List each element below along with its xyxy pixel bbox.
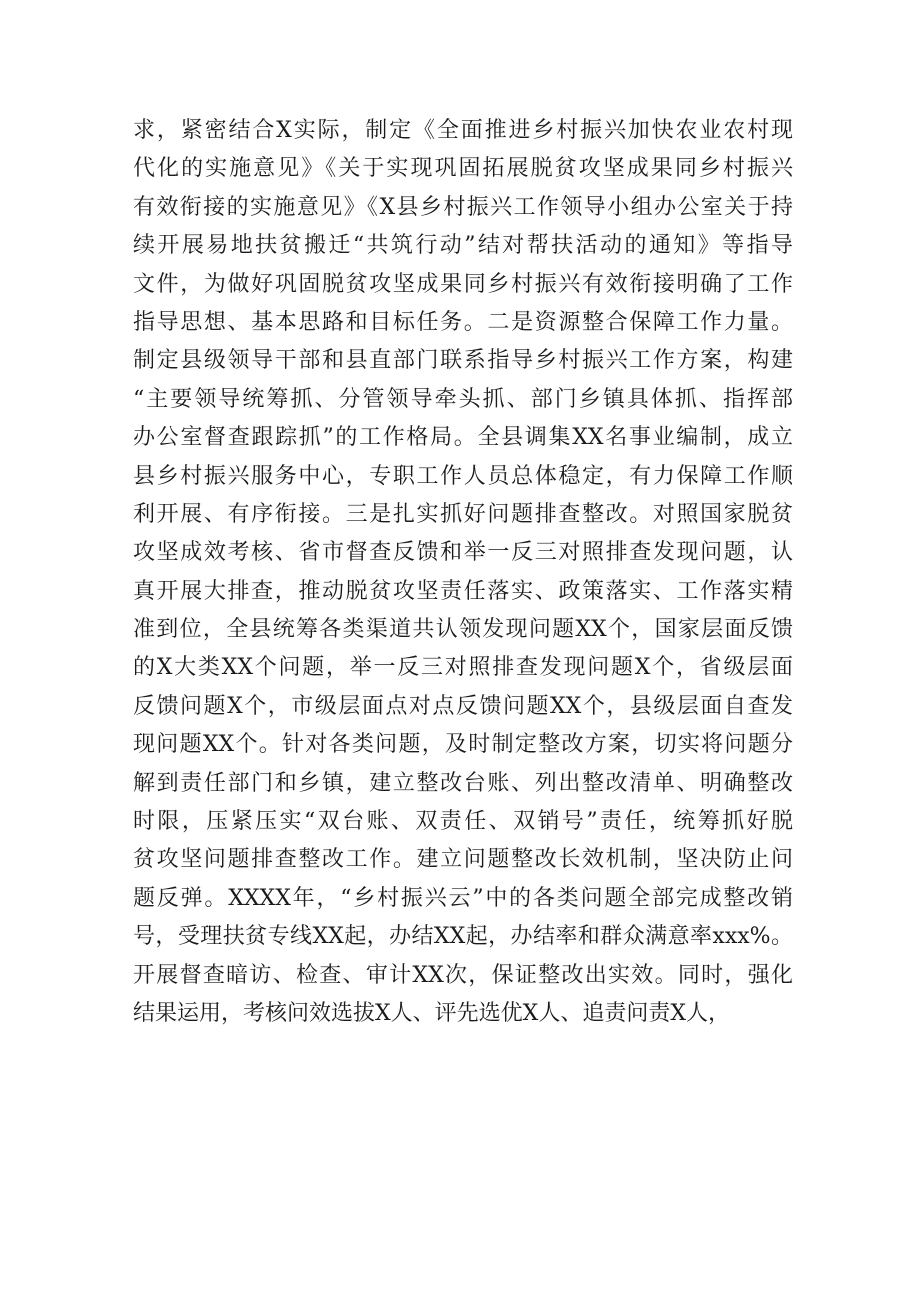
- text-line: 题反弹。XXXX年，“乡村振兴云”中的各类问题全部完成整改销: [133, 885, 793, 911]
- text-line: 结果运用，考核问效选拔X人、评先选优X人、追责问责X人，: [133, 1000, 730, 1026]
- text-line: 利开展、有序衔接。三是扎实抓好问题排查整改。对照国家脱贫: [133, 501, 793, 527]
- text-line: 求，紧密结合X实际，制定《全面推进乡村振兴加快农业农村现: [133, 118, 793, 143]
- text-line: 贫攻坚问题排查整改工作。建立问题整改长效机制，坚决防止问: [133, 847, 793, 873]
- text-line: 县乡村振兴服务中心，专职工作人员总体稳定，有力保障工作顺: [133, 463, 793, 489]
- text-line: 现问题XX个。针对各类问题，及时制定整改方案，切实将问题分: [133, 732, 793, 758]
- text-line: 制定县级领导干部和县直部门联系指导乡村振兴工作方案，构建: [133, 348, 793, 374]
- text-line: 反馈问题X个，市级层面点对点反馈问题XX个，县级层面自查发: [133, 693, 793, 719]
- text-line: 有效衔接的实施意见》《X县乡村振兴工作领导小组办公室关于持: [133, 194, 793, 220]
- text-line: 攻坚成效考核、省市督查反馈和举一反三对照排查发现问题，认: [133, 540, 793, 566]
- body-paragraph: [133, 112, 793, 1033]
- text-line: 号，受理扶贫专线XX起，办结XX起，办结率和群众满意率xxx%。: [133, 924, 793, 950]
- text-line: 真开展大排查，推动脱贫攻坚责任落实、政策落实、工作落实精: [133, 578, 793, 604]
- text-line: “主要领导统筹抓、分管领导牵头抓、部门乡镇具体抓、指挥部: [133, 386, 793, 412]
- text-line: 指导思想、基本思路和目标任务。二是资源整合保障工作力量。: [133, 309, 793, 335]
- text-line: 解到责任部门和乡镇，建立整改台账、列出整改清单、明确整改: [133, 770, 793, 796]
- text-line: 时限，压紧压实“双台账、双责任、双销号”责任，统筹抓好脱: [133, 809, 793, 835]
- text-line: 文件，为做好巩固脱贫攻坚成果同乡村振兴有效衔接明确了工作: [133, 271, 793, 297]
- text-line: 代化的实施意见》《关于实现巩固拓展脱贫攻坚成果同乡村振兴: [133, 156, 793, 182]
- text-line: 续开展易地扶贫搬迁“共筑行动”结对帮扶活动的通知》等指导: [133, 233, 793, 259]
- text-line: 准到位，全县统筹各类渠道共认领发现问题XX个，国家层面反馈: [133, 617, 793, 643]
- text-line: 开展督查暗访、检查、审计XX次，保证整改出实效。同时，强化: [133, 962, 793, 988]
- text-line: 办公室督查跟踪抓”的工作格局。全县调集XX名事业编制，成立: [133, 425, 793, 451]
- text-line: 的X大类XX个问题，举一反三对照排查发现问题X个，省级层面: [133, 655, 793, 681]
